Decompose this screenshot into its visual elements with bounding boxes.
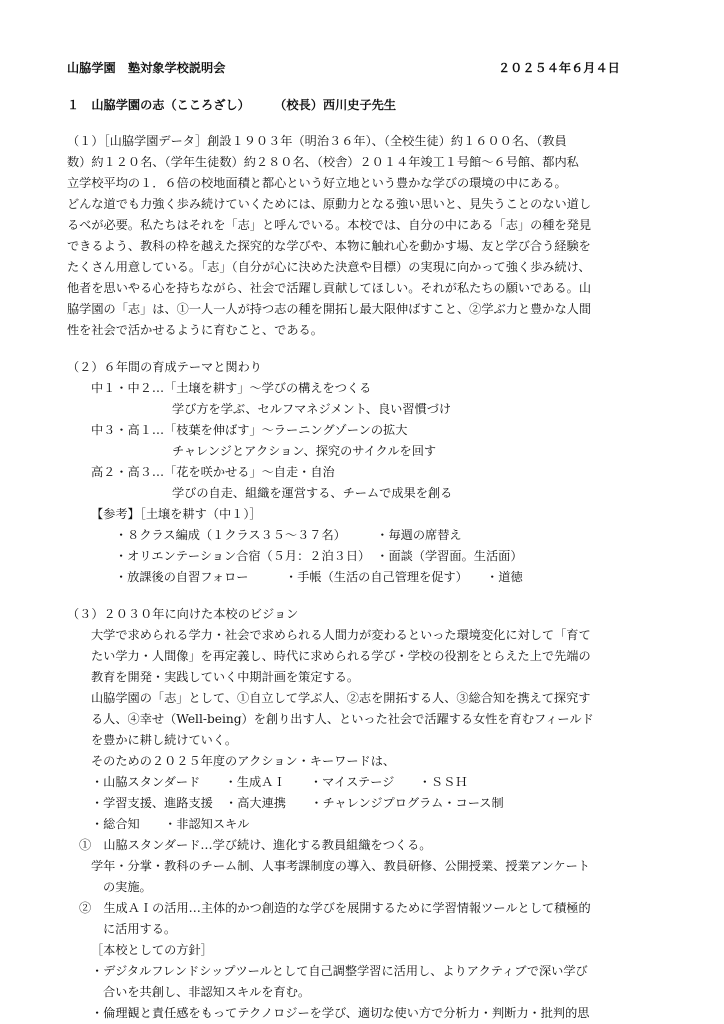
paragraph-line: 立学校平均の１．６倍の校地面積と都心という好立地という豊かな学びの環境の中にある。 <box>67 176 567 190</box>
item-line: の実施。 <box>103 880 152 894</box>
keyword-line: ・学習支援、進路支援 ・高大連携 ・チャレンジプログラム・コース制 <box>91 796 504 810</box>
vision-line: 大学で求められる学力・社会で求められる人間力が変わるといった環境変化に対して「育て <box>91 628 591 642</box>
section-title: １ 山脇学園の志（こころざし） （校長）西川史子先生 <box>67 98 397 112</box>
paragraph-line: 脇学園の「志」は、①一人一人が持つ志の種を開拓し最大限伸ばすこと、②学ぶ力と豊かな人間 <box>67 302 592 316</box>
keyword-line: ・山脇スタンダード ・生成ＡＩ ・マイステージ ・ＳＳＨ <box>91 775 468 789</box>
theme-line: チャレンジとアクション、探究のサイクルを回す <box>172 444 437 458</box>
paragraph-line: 性を社会で活かせるように育むこと、である。 <box>67 323 323 337</box>
theme-line: 学びの自走、組織を運営する、チームで成果を創る <box>172 486 453 500</box>
paragraph-line: たくさん用意している。「志」（自分が心に決めた決意や目標）の実現に向かって強く歩み続け、 <box>67 260 591 274</box>
theme-line: 高２・高３…「花を咲かせる」～自走・自治 <box>91 465 335 479</box>
paragraph-line: できるよう、教科の枠を越えた探究的な学びや、本物に触れ心を動かす場、友と学び合う経験を <box>67 239 591 253</box>
item-line: ［本校としての方針］ <box>91 943 213 957</box>
item-line: ① 山脇スタンダード…学び続け、進化する教員組織をつくる。 <box>79 838 432 852</box>
reference-line: ・放課後の自習フォロー ・手帳（生活の自己管理を促す） ・道徳 <box>115 570 523 584</box>
theme-line: 学び方を学ぶ、セルフマネジメント、良い習慣づけ <box>172 402 452 416</box>
item-line: ② 生成ＡＩの活用…主体的かつ創造的な学びを展開するために学習情報ツールとして積極的 <box>79 901 591 915</box>
header-date: ２０２５４年６月４日 <box>498 61 620 75</box>
vision-line: を豊かに耕し続けていく。 <box>91 733 238 747</box>
item-line: 学年・分掌・教科のチーム制、人事考課制度の導入、教員研修、公開授業、授業アンケート <box>91 859 590 873</box>
vision-line: 山脇学園の「志」として、①自立して学ぶ人、②志を開拓する人、③総合知を携えて探究す <box>91 691 591 705</box>
vision-line: たい学力・人間像」を再定義し、時代に求められる学び・学校の役割をとらえた上で先端の <box>91 649 591 663</box>
reference-line: ・オリエンテーション合宿（５月：２泊３日） ・面談（学習面。生活面） <box>115 549 523 563</box>
item-line: 合いを共創し、非認知スキルを育む。 <box>103 985 311 999</box>
item-line: ・倫理観と責任感をもってテクノロジーを学び、適切な使い方で分析力・判断力・批判的思 <box>91 1006 590 1020</box>
subsection-title: （２）６年間の育成テーマと関わり <box>67 360 262 374</box>
header-title: 山脇学園 塾対象学校説明会 <box>67 61 226 75</box>
paragraph-line: （１）［山脇学園データ］創設１９０３年（明治３６年）、（全校生徒）約１６００名、（教員 <box>67 134 567 148</box>
subsection-title: （３）２０３０年に向けた本校のビジョン <box>67 607 299 621</box>
paragraph-line: どんな道でも力強く歩み続けていくためには、原動力となる強い思いと、見失うことのない道し <box>67 197 592 211</box>
vision-line: 教育を開発・実践していく中期計画を策定する。 <box>91 670 360 684</box>
paragraph-line: 数）約１２０名、（学年生徒数）約２８０名、（校舎）２０１４年竣工１号館～６号館、都内私 <box>67 155 579 169</box>
keyword-line: ・総合知 ・非認知スキル <box>91 817 250 831</box>
vision-line: そのための２０２５年度のアクション・キーワードは、 <box>91 754 396 768</box>
theme-line: 中３・高１…「枝葉を伸ばす」～ラーニングゾーンの拡大 <box>91 423 408 437</box>
reference-line: 【参考】［土壌を耕す（中１）］ <box>91 507 262 521</box>
paragraph-line: るべが必要。私たちはそれを「志」と呼んでいる。本校では、自分の中にある「志」の種を発見 <box>67 218 592 232</box>
item-line: ・デジタルフレンドシップツールとして自己調整学習に活用し、よりアクティブで深い学び <box>91 964 588 978</box>
paragraph-line: 他者を思いやる心を持ちながら、社会で活躍し貢献してほしい。それが私たちの願いである。山 <box>67 281 592 295</box>
item-line: に活用する。 <box>103 922 177 936</box>
theme-line: 中１・中２…「土壌を耕す」～学びの構えをつくる <box>91 381 372 395</box>
vision-line: る人、④幸せ（Well-being）を創り出す人、といった社会で活躍する女性を育むフィールド <box>91 712 594 726</box>
reference-line: ・８クラス編成（１クラス３５～３７名） ・毎週の席替え <box>115 528 462 542</box>
